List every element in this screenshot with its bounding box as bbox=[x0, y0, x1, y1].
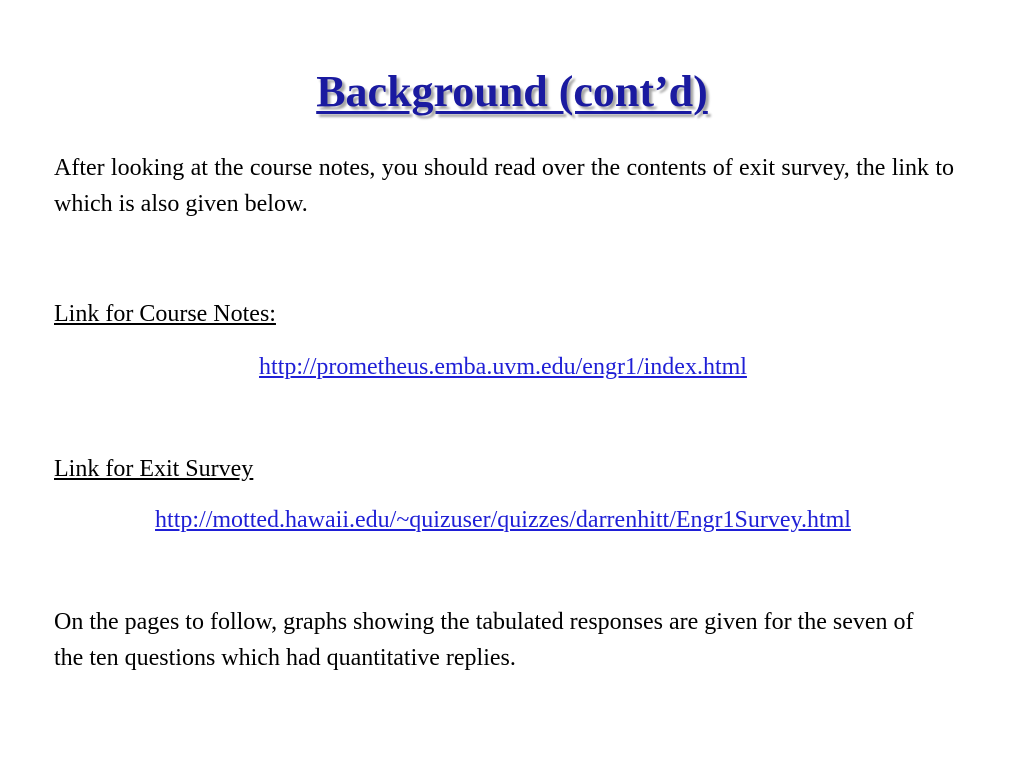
exit-survey-link[interactable]: http://motted.hawaii.edu/~quizuser/quizzes/darrenhitt/Engr1Survey.html bbox=[155, 507, 851, 533]
exit-survey-label: Link for Exit Survey bbox=[54, 456, 254, 482]
closing-paragraph: On the pages to follow, graphs showing the tabulated responses are given for the seven of the ten questions which had quantitative replies. bbox=[54, 609, 914, 671]
intro-paragraph: After looking at the course notes, you should read over the contents of exit survey, the link to which is also given below. bbox=[54, 155, 954, 217]
course-notes-label: Link for Course Notes: bbox=[54, 301, 276, 327]
slide-title: Background (cont’d) bbox=[316, 67, 708, 116]
course-notes-link[interactable]: http://prometheus.emba.uvm.edu/engr1/index.html bbox=[259, 354, 747, 380]
